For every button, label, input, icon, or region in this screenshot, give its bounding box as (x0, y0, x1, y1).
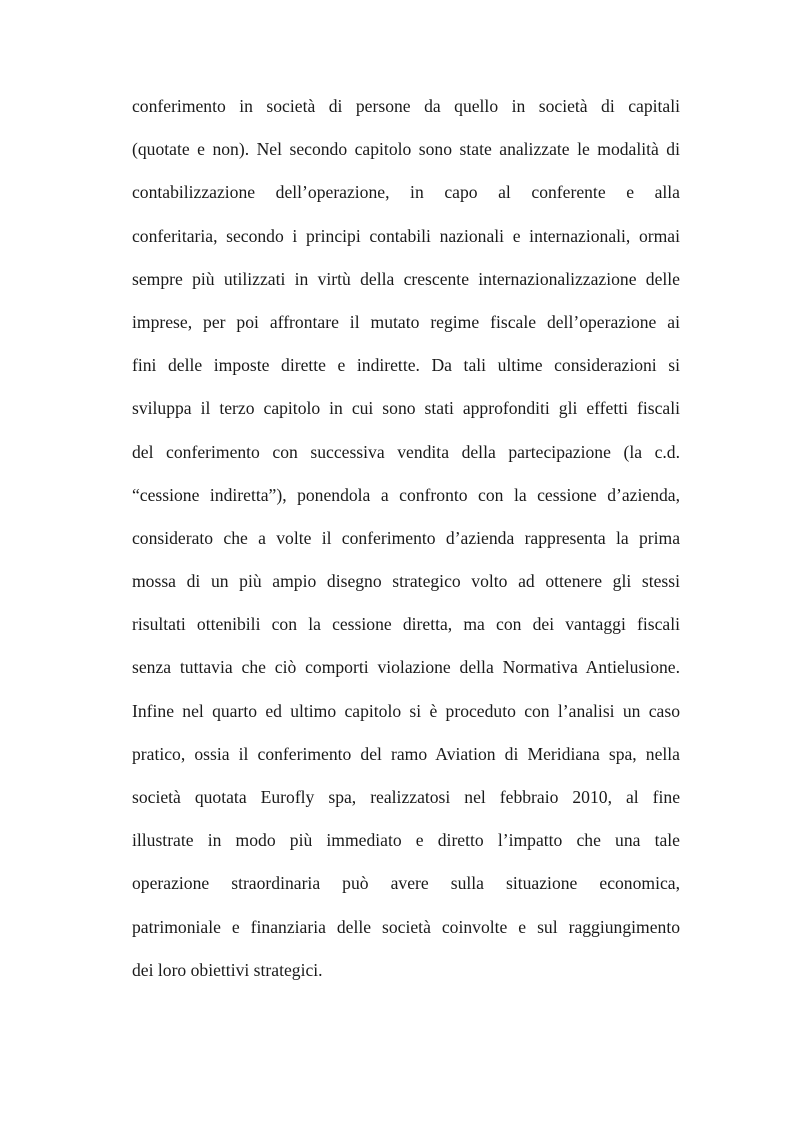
text-line: operazione straordinaria può avere sulla situazione economica, (132, 873, 680, 894)
text-line: illustrate in modo più immediato e diretto l’impatto che una tale (132, 830, 680, 851)
text-line: Infine nel quarto ed ultimo capitolo si è proceduto con l’analisi un caso (132, 700, 680, 721)
text-line: (quotate e non). Nel secondo capitolo sono state analizzate le modalità di (132, 139, 680, 160)
text-line: società quotata Eurofly spa, realizzatosi nel febbraio 2010, al fine (132, 787, 680, 807)
text-line: considerato che a volte il conferimento d’azienda rappresenta la prima (132, 527, 680, 548)
text-line: pratico, ossia il conferimento del ramo Aviation di Meridiana spa, nella (132, 743, 680, 764)
text-line: sviluppa il terzo capitolo in cui sono stati approfonditi gli effetti fiscali (132, 398, 680, 419)
text-line: conferitaria, secondo i principi contabili nazionali e internazionali, ormai (132, 225, 680, 246)
text-line: sempre più utilizzati in virtù della crescente internazionalizzazione delle (132, 268, 680, 289)
text-line: “cessione indiretta”), ponendola a confronto con la cessione d’azienda, (132, 484, 680, 505)
text-line: dei loro obiettivi strategici. (132, 959, 323, 980)
body-paragraph (132, 90, 680, 997)
text-line: contabilizzazione dell’operazione, in capo al conferente e alla (132, 182, 680, 203)
text-line: del conferimento con successiva vendita della partecipazione (la c.d. (132, 441, 680, 462)
text-line: senza tuttavia che ciò comporti violazione della Normativa Antielusione. (132, 657, 680, 678)
text-line: imprese, per poi affrontare il mutato regime fiscale dell’operazione ai (132, 311, 680, 332)
text-line: mossa di un più ampio disegno strategico volto ad ottenere gli stessi (132, 571, 680, 592)
text-line: fini delle imposte dirette e indirette. Da tali ultime considerazioni si (132, 355, 680, 376)
text-line: patrimoniale e finanziaria delle società coinvolte e sul raggiungimento (132, 916, 680, 937)
text-line: risultati ottenibili con la cessione diretta, ma con dei vantaggi fiscali (132, 614, 680, 635)
text-line: conferimento in società di persone da quello in società di capitali (132, 96, 680, 116)
